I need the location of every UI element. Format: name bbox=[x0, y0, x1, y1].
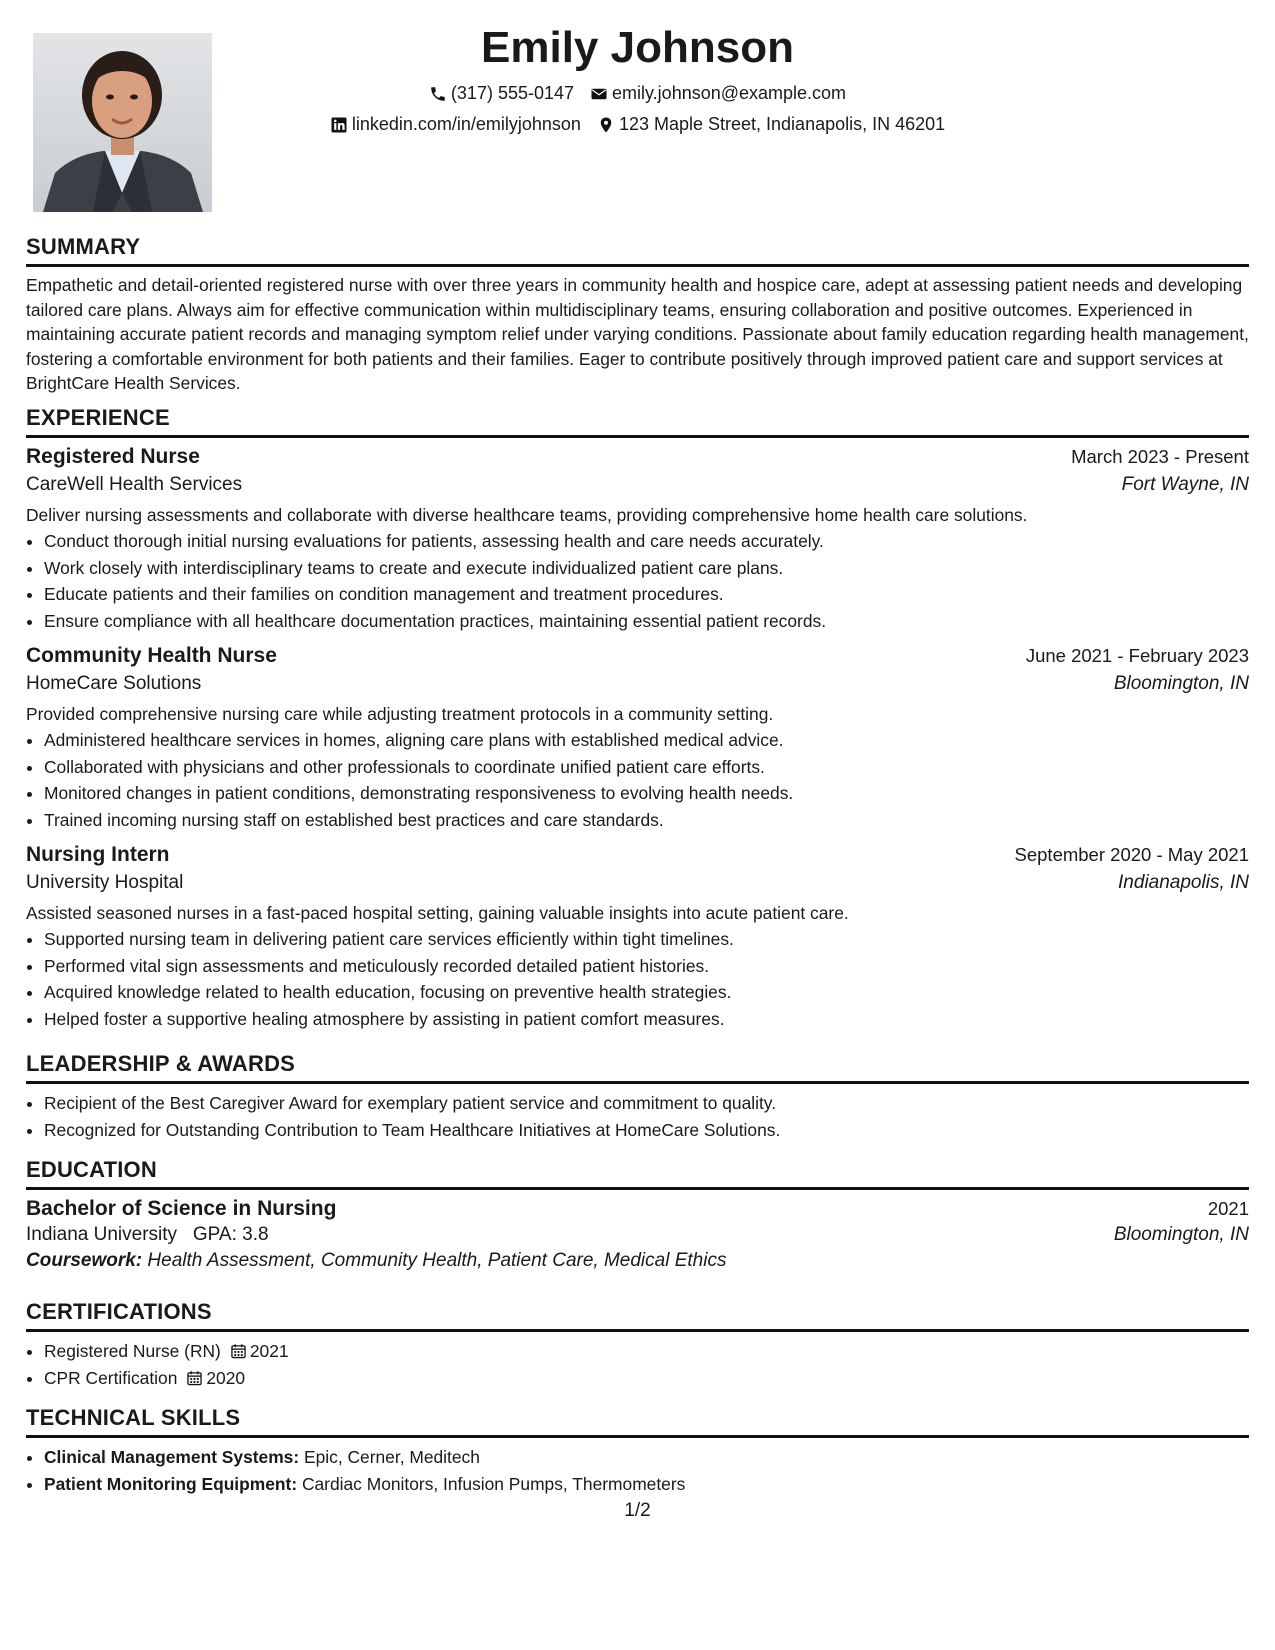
coursework-label: Coursework: bbox=[26, 1250, 143, 1271]
job-company-row bbox=[26, 872, 1249, 894]
summary-heading: SUMMARY bbox=[26, 234, 141, 259]
experience-section bbox=[26, 403, 1249, 1032]
job-location: Indianapolis, IN bbox=[1118, 872, 1249, 893]
list-item: • Conduct thorough initial nursing evaluations for patients, assessing health and care needs accurately. bbox=[44, 528, 1249, 555]
skill-values: Epic, Cerner, Meditech bbox=[304, 1447, 480, 1467]
contact-phone bbox=[429, 78, 574, 109]
awards-section bbox=[26, 1049, 1249, 1143]
school-info bbox=[26, 1224, 269, 1246]
list-item: • Administered healthcare services in homes, aligning care plans with established medical advice. bbox=[44, 727, 1249, 754]
job-title: Registered Nurse bbox=[26, 445, 200, 468]
list-item bbox=[44, 1365, 1249, 1392]
job-description: Provided comprehensive nursing care while adjusting treatment protocols in a community setting. bbox=[26, 704, 774, 724]
section-divider bbox=[26, 1435, 1249, 1438]
map-pin-icon bbox=[597, 116, 615, 134]
skill-category: Clinical Management Systems: bbox=[44, 1447, 300, 1467]
contact-line-2 bbox=[26, 109, 1249, 140]
certifications-list bbox=[26, 1338, 1249, 1391]
skills-section bbox=[26, 1403, 1249, 1497]
job-entry bbox=[26, 843, 1249, 1032]
phone-text: (317) 555-0147 bbox=[450, 83, 575, 103]
job-dates: September 2020 - May 2021 bbox=[1014, 844, 1249, 865]
section-divider bbox=[26, 1187, 1249, 1190]
resume-header bbox=[26, 18, 1249, 140]
education-heading: EDUCATION bbox=[26, 1157, 157, 1182]
contact-line-1 bbox=[26, 78, 1249, 109]
certifications-section bbox=[26, 1297, 1249, 1391]
job-description: Assisted seasoned nurses in a fast-paced hospital setting, gaining valuable insights into acute patient care. bbox=[26, 903, 849, 923]
job-dates: June 2021 - February 2023 bbox=[1025, 645, 1249, 666]
list-item: • Collaborated with physicians and other professionals to coordinate unified patient care efforts. bbox=[44, 754, 1249, 781]
list-item bbox=[44, 1471, 1249, 1498]
page-number: 1/2 bbox=[624, 1500, 651, 1521]
cert-name: CPR Certification bbox=[44, 1367, 178, 1388]
job-entry bbox=[26, 445, 1249, 634]
cert-year: 2021 bbox=[249, 1341, 289, 1361]
linkedin-link[interactable]: linkedin.com/in/emilyjohnson bbox=[351, 114, 581, 134]
job-title: Nursing Intern bbox=[26, 843, 170, 866]
section-divider bbox=[26, 1329, 1249, 1332]
cert-name: Registered Nurse (RN) bbox=[44, 1341, 221, 1361]
job-location: Bloomington, IN bbox=[1113, 673, 1249, 694]
section-divider bbox=[26, 1081, 1249, 1084]
job-bullets bbox=[26, 528, 1249, 634]
summary-section bbox=[26, 232, 1249, 396]
job-company: University Hospital bbox=[26, 872, 184, 893]
skill-category: Patient Monitoring Equipment: bbox=[44, 1473, 298, 1494]
list-item bbox=[44, 1444, 1249, 1471]
list-item: • Supported nursing team in delivering patient care services efficiently within tight timelines. bbox=[44, 926, 1249, 953]
contact-address bbox=[597, 109, 945, 140]
skill-values: Cardiac Monitors, Infusion Pumps, Thermometers bbox=[301, 1473, 686, 1494]
school-name: Indiana University bbox=[26, 1224, 178, 1245]
job-bullets bbox=[26, 727, 1249, 833]
awards-list bbox=[26, 1090, 1249, 1143]
coursework-line bbox=[26, 1250, 1249, 1272]
school-location: Bloomington, IN bbox=[1113, 1224, 1249, 1245]
linkedin-icon bbox=[330, 116, 348, 134]
contact-email[interactable] bbox=[590, 78, 846, 109]
address-text: 123 Maple Street, Indianapolis, IN 46201 bbox=[618, 114, 946, 134]
list-item: • Educate patients and their families on condition management and treatment procedures. bbox=[44, 581, 1249, 608]
list-item: • Recipient of the Best Caregiver Award for exemplary patient service and commitment to quality. bbox=[44, 1090, 1249, 1117]
graduation-year: 2021 bbox=[1207, 1198, 1249, 1219]
job-company-row bbox=[26, 673, 1249, 695]
job-company: HomeCare Solutions bbox=[26, 673, 202, 694]
list-item: • Ensure compliance with all healthcare documentation practices, maintaining essential patient records. bbox=[44, 608, 1249, 635]
envelope-icon bbox=[590, 85, 608, 103]
gpa: GPA: 3.8 bbox=[192, 1224, 269, 1245]
job-dates: March 2023 - Present bbox=[1071, 446, 1249, 467]
skills-list bbox=[26, 1444, 1249, 1497]
list-item: • Acquired knowledge related to health education, focusing on preventive health strategies. bbox=[44, 979, 1249, 1006]
job-entry bbox=[26, 644, 1249, 833]
job-header-row bbox=[26, 644, 1249, 668]
list-item: • Work closely with interdisciplinary teams to create and execute individualized patient care plans. bbox=[44, 555, 1249, 582]
contact-linkedin[interactable] bbox=[330, 109, 581, 140]
job-title: Community Health Nurse bbox=[26, 644, 277, 667]
job-header-row bbox=[26, 445, 1249, 469]
education-school-row bbox=[26, 1224, 1249, 1246]
job-description: Deliver nursing assessments and collaborate with diverse healthcare teams, providing comprehensive home health care solutions. bbox=[26, 505, 1028, 525]
skills-heading: TECHNICAL SKILLS bbox=[26, 1405, 241, 1430]
education-degree-row bbox=[26, 1197, 1249, 1221]
list-item: • Helped foster a supportive healing atmosphere by assisting in patient comfort measures. bbox=[44, 1006, 1249, 1033]
candidate-name: Emily Johnson bbox=[481, 23, 794, 72]
email-link[interactable]: emily.johnson@example.com bbox=[612, 83, 847, 103]
job-company: CareWell Health Services bbox=[26, 474, 243, 495]
list-item: • Recognized for Outstanding Contribution to Team Healthcare Initiatives at HomeCare Solutions. bbox=[44, 1117, 1249, 1144]
section-divider bbox=[26, 435, 1249, 438]
list-item: • Trained incoming nursing staff on established best practices and care standards. bbox=[44, 807, 1249, 834]
education-section bbox=[26, 1155, 1249, 1272]
coursework-list: Health Assessment, Community Health, Patient Care, Medical Ethics bbox=[147, 1250, 727, 1271]
job-company-row bbox=[26, 474, 1249, 496]
resume-page bbox=[26, 0, 1249, 1650]
list-item bbox=[44, 1338, 1249, 1365]
summary-text: Empathetic and detail-oriented registered nurse with over three years in community health and hospice care, adept at assessing patient needs and developing tailored care plans. Always aim for effective communication within multidisciplinary teams, ensuring collaboration and positive outcomes. Experienced in maintaining accurate patient records and managing symptom relief under varying conditions. Passionate about family education regarding health management, fostering a comfortable environment for both patients and their families. Eager to contribute positively through improved patient care and support services at BrightCare Health Services. bbox=[26, 275, 1249, 393]
job-bullets bbox=[26, 926, 1249, 1032]
calendar-icon bbox=[187, 1370, 202, 1386]
list-item: • Performed vital sign assessments and meticulously recorded detailed patient histories. bbox=[44, 953, 1249, 980]
list-item: • Monitored changes in patient conditions, demonstrating responsiveness to evolving health needs. bbox=[44, 780, 1249, 807]
job-header-row bbox=[26, 843, 1249, 867]
phone-icon bbox=[429, 85, 447, 103]
job-location: Fort Wayne, IN bbox=[1121, 474, 1249, 495]
calendar-icon bbox=[231, 1343, 246, 1359]
certifications-heading: CERTIFICATIONS bbox=[26, 1299, 212, 1324]
degree-name: Bachelor of Science in Nursing bbox=[26, 1197, 337, 1220]
section-divider bbox=[26, 264, 1249, 267]
experience-heading: EXPERIENCE bbox=[26, 405, 170, 430]
awards-heading: LEADERSHIP & AWARDS bbox=[26, 1051, 296, 1076]
cert-year: 2020 bbox=[206, 1367, 246, 1388]
